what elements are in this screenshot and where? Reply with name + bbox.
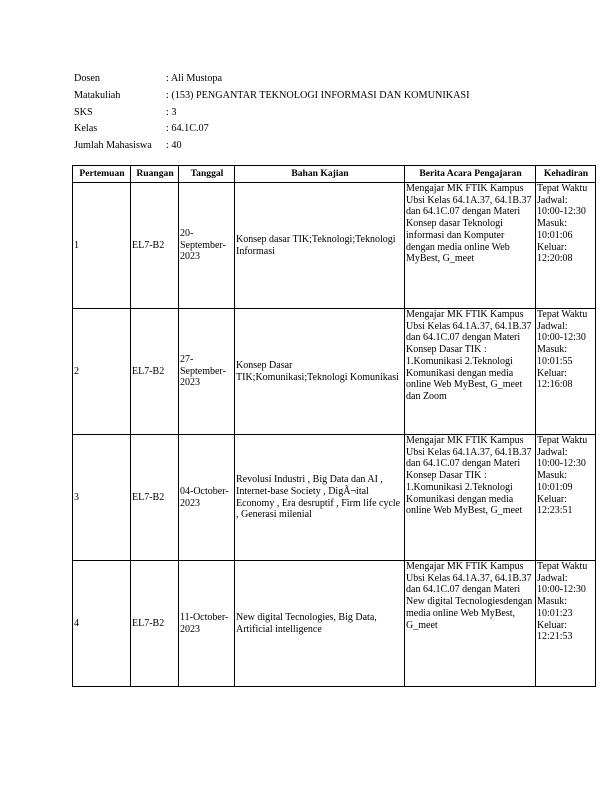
info-row-sks — [74, 105, 469, 122]
column-header-ruangan: Ruangan — [131, 166, 179, 183]
cell-bahan-kajian: New digital Tecnologies, Big Data, Artificial intelligence — [235, 561, 405, 687]
info-row-matakuliah — [74, 88, 469, 105]
column-header-berita-acara: Berita Acara Pengajaran — [405, 166, 536, 183]
cell-bahan-kajian: Revolusi Industri , Big Data dan AI , Internet-base Society , DigÃ¬ital Economy , Era desruptif , Firm life cycle , Generasi milenial — [235, 435, 405, 561]
info-row-jumlah-mahasiswa — [74, 138, 469, 155]
info-label: Kelas — [74, 123, 98, 135]
table-row — [73, 183, 596, 309]
cell-kehadiran: Tepat Waktu Jadwal: 10:00-12:30 Masuk: 10:01:06 Keluar: 12:20:08 — [536, 183, 596, 309]
column-header-tanggal: Tanggal — [179, 166, 235, 183]
info-value: : 64.1C.07 — [166, 123, 209, 135]
column-header-kehadiran: Kehadiran — [536, 166, 596, 183]
info-value: : 3 — [166, 106, 177, 118]
cell-berita-acara: Mengajar MK FTIK Kampus Ubsi Kelas 64.1A.37, 64.1B.37 dan 64.1C.07 dengan Materi New digital Tecnologiesdengan media online Web MyBest, G_meet — [405, 561, 536, 687]
info-label: Matakuliah — [74, 89, 121, 101]
info-row-dosen — [74, 71, 469, 88]
cell-kehadiran: Tepat Waktu Jadwal: 10:00-12:30 Masuk: 10:01:23 Keluar: 12:21:53 — [536, 561, 596, 687]
table-header-row — [73, 166, 596, 183]
cell-berita-acara: Mengajar MK FTIK Kampus Ubsi Kelas 64.1A.37, 64.1B.37 dan 64.1C.07 dengan Materi Konsep Dasar TIK : 1.Komunikasi 2.Teknologi Komunikasi dengan media online Web MyBest, G_meet dan Zoom — [405, 309, 536, 435]
cell-tanggal: 04-October-2023 — [179, 435, 235, 561]
attendance-table — [72, 165, 596, 687]
info-value: : Ali Mustopa — [166, 73, 223, 84]
info-value: : 40 — [166, 140, 182, 152]
cell-ruangan: EL7-B2 — [131, 309, 179, 435]
cell-pertemuan: 1 — [73, 183, 131, 309]
table-row — [73, 561, 596, 687]
cell-pertemuan: 2 — [73, 309, 131, 435]
info-label: Jumlah Mahasiswa — [74, 140, 152, 152]
column-header-pertemuan: Pertemuan — [73, 166, 131, 183]
cell-ruangan: EL7-B2 — [131, 183, 179, 309]
info-label: Dosen — [74, 73, 101, 84]
cell-berita-acara: Mengajar MK FTIK Kampus Ubsi Kelas 64.1A.37, 64.1B.37 dan 64.1C.07 dengan Materi Konsep Dasar TIK : 1.Komunikasi 2.Teknologi Komunikasi dengan media online Web MyBest, G_meet — [405, 435, 536, 561]
cell-tanggal: 20-September-2023 — [179, 183, 235, 309]
info-row-kelas — [74, 121, 469, 138]
cell-tanggal: 27-September-2023 — [179, 309, 235, 435]
cell-berita-acara: Mengajar MK FTIK Kampus Ubsi Kelas 64.1A.37, 64.1B.37 dan 64.1C.07 dengan Materi Konsep dasar Teknologi informasi dan Komputer dengan media online Web MyBest, G_meet — [405, 183, 536, 309]
cell-pertemuan: 3 — [73, 435, 131, 561]
table-row — [73, 309, 596, 435]
cell-kehadiran: Tepat Waktu Jadwal: 10:00-12:30 Masuk: 10:01:55 Keluar: 12:16:08 — [536, 309, 596, 435]
column-header-bahan-kajian: Bahan Kajian — [235, 166, 405, 183]
table-row — [73, 435, 596, 561]
cell-tanggal: 11-October-2023 — [179, 561, 235, 687]
cell-pertemuan: 4 — [73, 561, 131, 687]
cell-kehadiran: Tepat Waktu Jadwal: 10:00-12:30 Masuk: 10:01:09 Keluar: 12:23:51 — [536, 435, 596, 561]
cell-ruangan: EL7-B2 — [131, 435, 179, 561]
course-info — [74, 71, 469, 155]
info-value: : (153) PENGANTAR TEKNOLOGI INFORMASI DAN KOMUNIKASI — [166, 89, 470, 101]
cell-bahan-kajian: Konsep dasar TIK;Teknologi;Teknologi Informasi — [235, 183, 405, 309]
info-label: SKS — [74, 106, 93, 118]
cell-ruangan: EL7-B2 — [131, 561, 179, 687]
cell-bahan-kajian: Konsep Dasar TIK;Komunikasi;Teknologi Komunikasi — [235, 309, 405, 435]
